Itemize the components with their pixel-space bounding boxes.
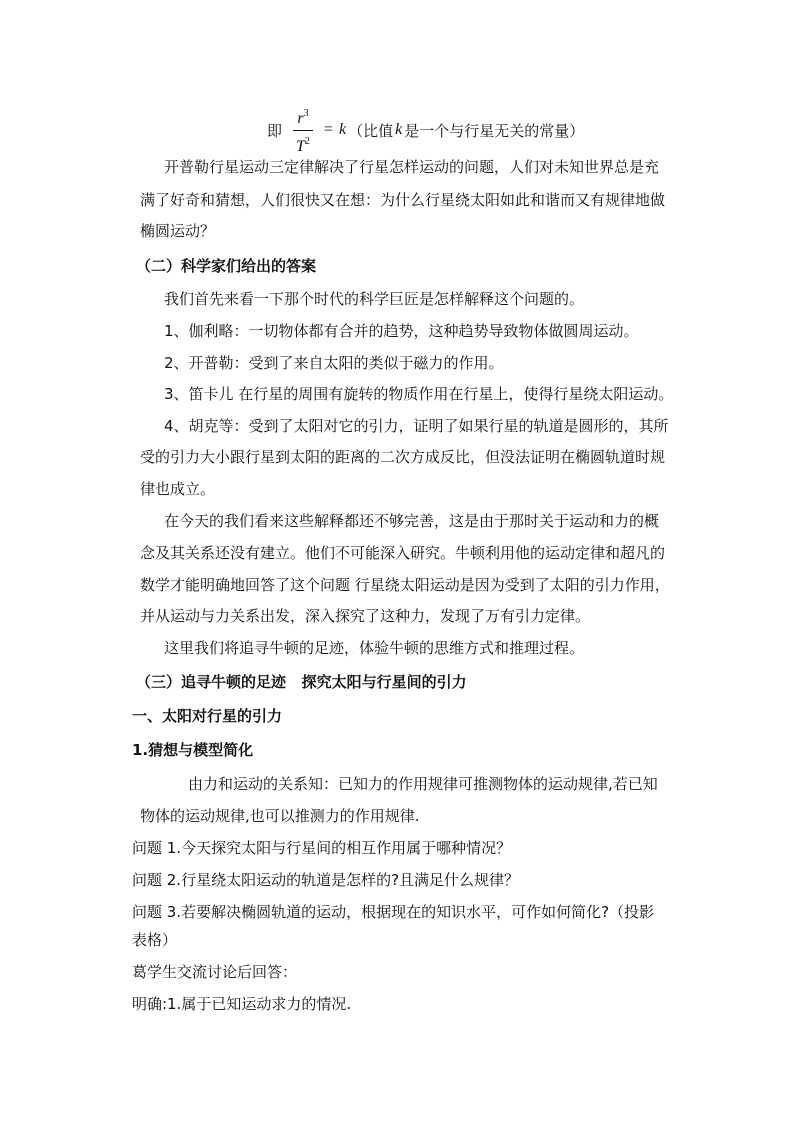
paragraph-line: 并从运动与力关系出发，深入探究了这种力，发现了万有引力定律。 [140, 607, 591, 625]
paragraph-line: 念及其关系还没有建立。他们不可能深入研究。牛顿利用他的运动定律和超凡的 [140, 544, 666, 562]
paragraph-line: 这里我们将追寻牛顿的足迹，体验牛顿的思维方式和推理过程。 [164, 639, 585, 657]
section-heading-three: （三）追寻牛顿的足迹 探究太阳与行星间的引力 [136, 673, 467, 691]
fraction-r3-over-t2 [292, 104, 314, 157]
fraction-numerator: $r^3$ [293, 104, 312, 131]
paragraph-line: 受的引力大小跟行星到太阳的距离的二次方成反比，但没法证明在椭圆轨道时规 [140, 448, 666, 466]
question-three: 问题 3.若要解决椭圆轨道的运动，根据现在的知识水平，可作如何简化?（投影 [132, 903, 655, 921]
paragraph-line: 由力和运动的关系知：已知力的作用规律可推测物体的运动规律,若已知 [188, 775, 658, 793]
formula-prefix: 即 [267, 121, 283, 140]
formula-note-open: （比值 [348, 121, 394, 140]
paragraph-line: 在今天的我们看来这些解释都还不够完善，这是由于那时关于运动和力的概 [164, 512, 660, 530]
paragraph-line: 我们首先来看一下那个时代的科学巨匠是怎样解释这个问题的。 [164, 290, 585, 308]
kepler-third-law-formula [267, 106, 584, 154]
paragraph-line: 椭圆运动？ [140, 222, 216, 240]
paragraph-line: 律也成立。 [140, 480, 216, 498]
question-one: 问题 1.今天探究太阳与行星间的相互作用属于哪种情况？ [132, 839, 512, 857]
formula-note-close: 是一个与行星无关的常量） [404, 121, 585, 140]
section-heading-two: （二）科学家们给出的答案 [136, 257, 317, 275]
answer-clarification: 明确:1.属于已知运动求力的情况. [132, 995, 352, 1013]
subheading-sun-force-on-planet: 一、太阳对行星的引力 [132, 707, 283, 725]
list-item-hooke: 4、胡克等：受到了太阳对它的引力，证明了如果行星的轨道是圆形的，其所 [164, 417, 669, 435]
paragraph-line: 数学才能明确地回答了这个问题 行星绕太阳运动是因为受到了太阳的引力作用， [140, 576, 670, 594]
subheading-conjecture-model: 1.猜想与模型简化 [132, 741, 254, 759]
paragraph-line: 满了好奇和猜想，人们很快又在想：为什么行星绕太阳如此和谐而又有规律地做 [140, 191, 666, 209]
formula-note-k: k [395, 121, 403, 138]
list-item-descartes: 3、笛卡儿 在行星的周围有旋转的物质作用在行星上，使得行星绕太阳运动。 [164, 385, 674, 403]
paragraph-line: 开普勒行星运动三定律解决了行星怎样运动的问题，人们对未知世界总是充 [164, 158, 660, 176]
paragraph-line: 表格） [132, 931, 178, 949]
equals-sign: = [323, 121, 333, 138]
fraction-denominator: $T^2$ [296, 135, 310, 155]
paragraph-line: 物体的运动规律,也可以推测力的作用规律. [140, 807, 420, 825]
list-item-galileo: 1、伽利略：一切物体都有合并的趋势，这种趋势导致物体做圆周运动。 [164, 322, 639, 340]
paragraph-line: 葛学生交流讨论后回答： [132, 963, 298, 981]
constant-k: k [338, 121, 347, 138]
list-item-kepler: 2、开普勒：受到了来自太阳的类似于磁力的作用。 [164, 354, 504, 372]
question-two: 问题 2.行星绕太阳运动的轨道是怎样的?且满足什么规律？ [132, 871, 520, 889]
